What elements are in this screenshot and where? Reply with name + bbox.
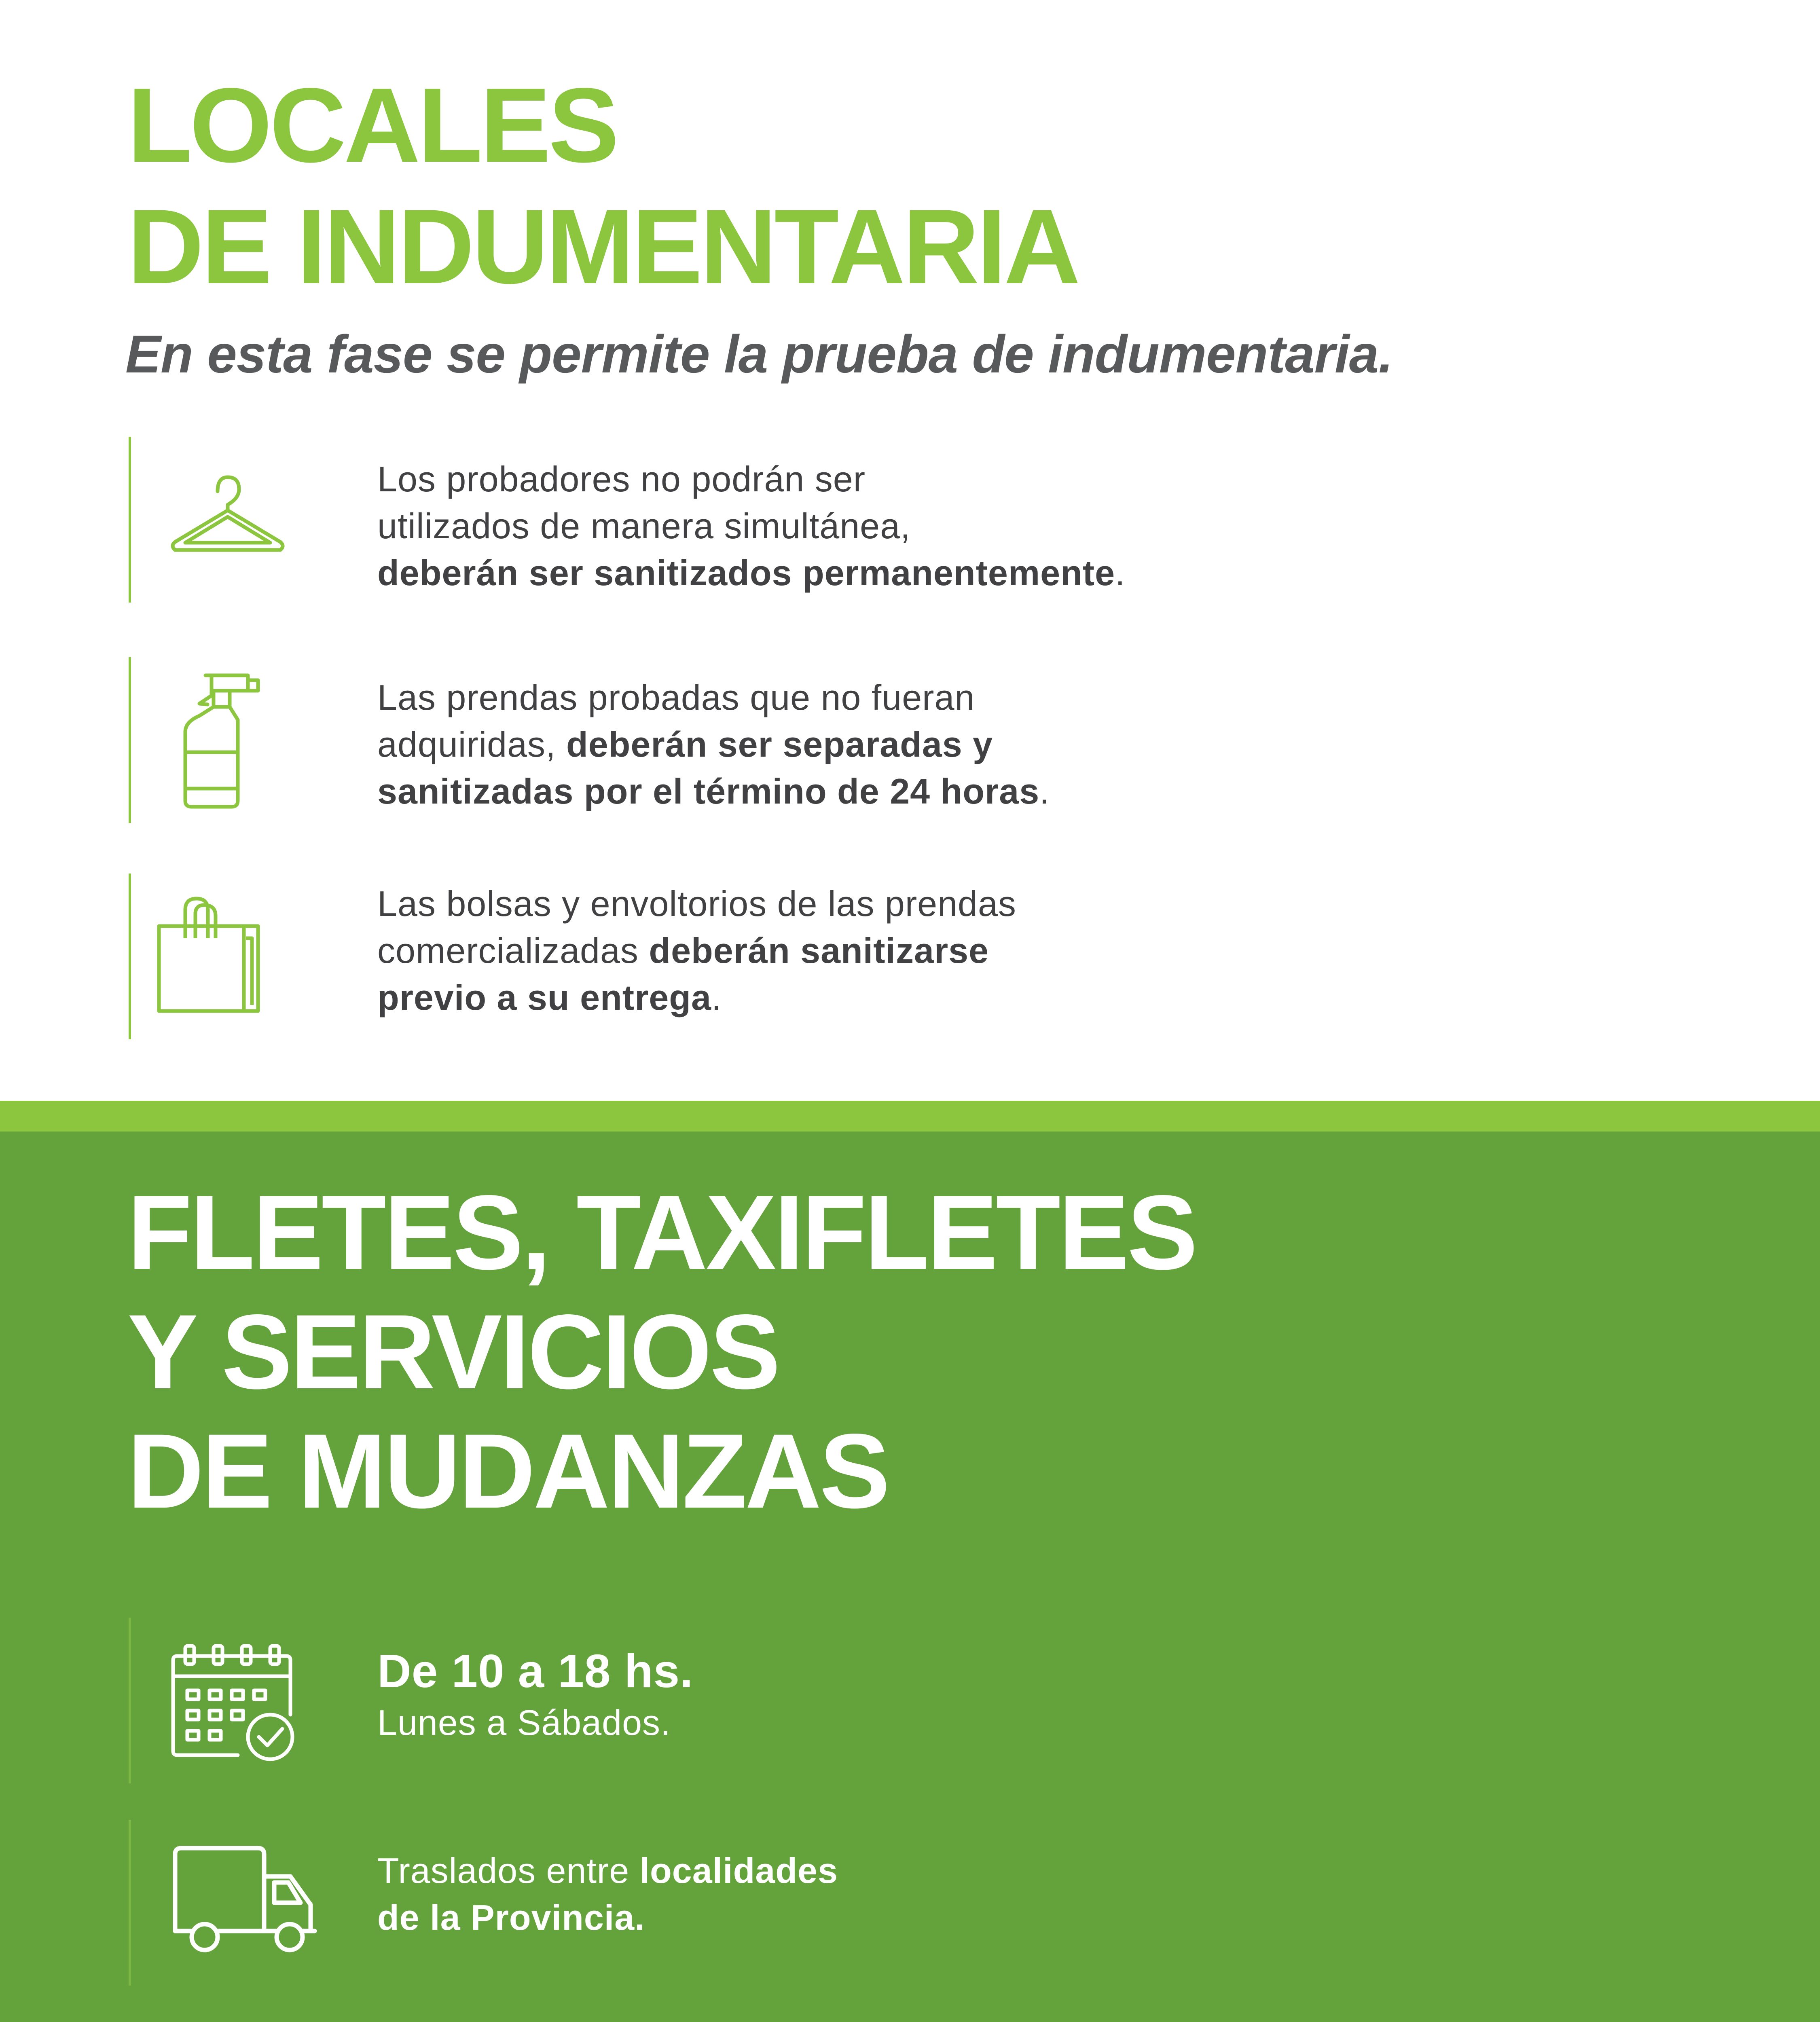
schedule-hours: De 10 a 18 hs.: [377, 1645, 694, 1697]
shopping-bag-icon: [155, 894, 264, 1017]
section-subtitle: En esta fase se permite la prueba de indumentaria.: [125, 324, 1393, 384]
divider: [129, 1820, 131, 1986]
divider: [129, 657, 131, 823]
divider: [129, 1618, 131, 1783]
rule-item-prendas: [129, 657, 1342, 823]
spray-bottle-icon: [177, 671, 270, 811]
truck-icon: [169, 1844, 323, 1959]
rule-item-horario: [129, 1618, 1423, 1783]
rule-text-probadores: Los probadores no podrán ser utilizados de manera simultánea, deberán ser sanitizados permanentemente.: [377, 459, 1126, 593]
rule-item-traslados: [129, 1820, 1423, 1986]
rule-text-traslados: Traslados entre localidades de la Provincia.: [377, 1851, 838, 1937]
hanger-icon: [167, 473, 288, 568]
section-divider-stripe: [0, 1101, 1820, 1132]
section-title-indumentaria: LOCALES DE INDUMENTARIA: [127, 66, 1078, 306]
section-title-mudanzas: FLETES, TAXIFLETES Y SERVICIOS DE MUDANZAS: [127, 1173, 1196, 1530]
calendar-check-icon: [169, 1642, 298, 1765]
rule-item-bolsas: [129, 874, 1342, 1039]
divider: [129, 874, 131, 1039]
divider: [129, 437, 131, 603]
rule-text-prendas: Las prendas probadas que no fueran adquiridas, deberán ser separadas y sanitizadas por el término de 24 horas.: [377, 677, 1050, 811]
rule-text-horario: De 10 a 18 hs. Lunes a Sábados.: [377, 1643, 693, 1746]
rule-item-probadores: [129, 437, 1342, 603]
rule-text-bolsas: Las bolsas y envoltorios de las prendas comercializadas deberán sanitizarse previo a su entrega.: [377, 884, 1016, 1017]
